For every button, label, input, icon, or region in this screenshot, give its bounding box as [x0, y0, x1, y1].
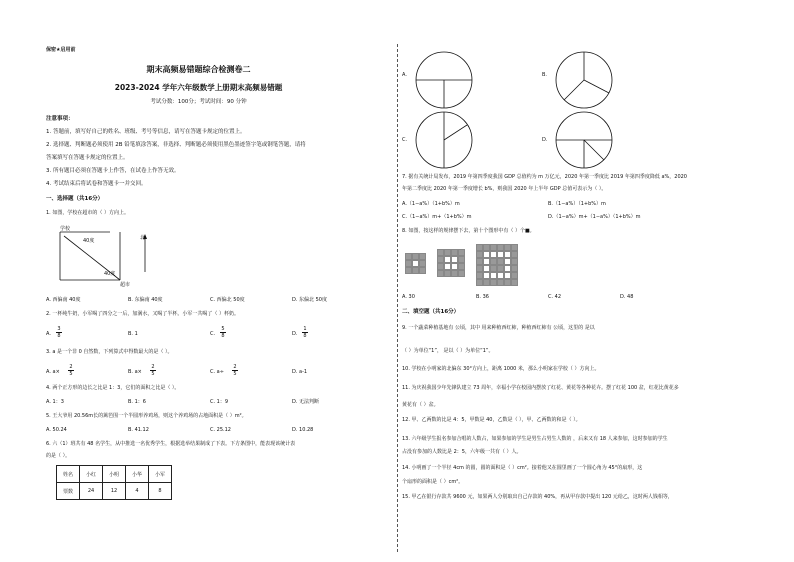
fraction: 3 8	[57, 326, 61, 339]
confidential-mark: 保密★启用前	[46, 47, 76, 53]
option: D. 无法判断	[292, 399, 320, 405]
option: A. a×	[46, 369, 60, 375]
table-cell: 小军	[149, 466, 172, 483]
question-9: 9. 一个蔬菜种植基地有 公顷，其中 用来种植西红柿，种植西红柿有 公顷，这里的 是以	[402, 325, 595, 331]
question-2: 2. 一杯纯牛奶，小军喝了四分之一后，加满水，又喝了半杯。小军一共喝了（ ）杯奶。	[46, 311, 239, 317]
table-cell: 4	[126, 483, 149, 500]
option: C.（1−a%）m+（1+b%）m	[402, 214, 472, 220]
question-14-cont: 个扇形的面积是（ ）cm²。	[402, 479, 464, 485]
question-3: 3. a 是一个非 0 自然数，下列算式中得数最大的是（ ）。	[46, 349, 173, 355]
note-item: 4. 考试结束后将试卷和答题卡一并交回。	[46, 181, 147, 187]
table-cell: 票数	[57, 483, 80, 500]
page-subtitle: 2023-2024 学年六年级数学上册期末高频易错题	[114, 83, 283, 92]
option: A. 30	[402, 294, 415, 300]
question-1: 1. 如图，学校在超市的（ ）方向上。	[46, 210, 129, 216]
option: D. 48	[620, 294, 634, 300]
question-15: 15. 甲乙在银行存款共 9600 元，如果两人分别取出自己存款的 40%，再从甲存款中提出 120 元给乙，这时两人钱相等，	[402, 494, 673, 500]
option: A.（1−a%）（1+b%）m	[402, 201, 460, 207]
note-item: 1. 答题前，填写好自己的姓名、班级、考号等信息，请写在答题卡规定的位置上。	[46, 129, 246, 135]
option: D. 10.28	[292, 427, 314, 433]
note-item: 2. 选择题、判断题必须使用 2B 铅笔填涂答案，非选择、判断题必须使用黑色墨迹签字笔或钢笔答题，请将	[46, 142, 306, 148]
option: B. 36	[476, 294, 489, 300]
table-cell: 姓名	[57, 466, 80, 483]
fraction: 2 5	[233, 364, 237, 377]
notes-heading: 注意事项：	[46, 116, 74, 122]
option: B. 41.12	[128, 427, 149, 433]
figure-label-north: 北	[140, 235, 146, 241]
option: A.	[46, 331, 51, 337]
option: C. a÷	[210, 369, 224, 375]
option: A. 西偏南 40度	[46, 297, 81, 303]
question-6-cont: 的是（ ）。	[46, 453, 71, 459]
option: C. 西偏北 50度	[210, 297, 245, 303]
option: D. 东偏北 50度	[292, 297, 327, 303]
note-item: 3. 所有题目必须在答题卡上作答，在试卷上作答无效。	[46, 168, 180, 174]
fraction: 2 5	[151, 364, 155, 377]
exam-info: 考试分数：100分；考试时间：90 分钟	[150, 99, 247, 105]
option: C.	[210, 331, 216, 337]
vote-table	[56, 465, 172, 500]
figure-label-angle: 40度	[104, 271, 116, 277]
table-cell: 12	[103, 483, 126, 500]
section-heading: 一、选择题（共16分）	[46, 196, 104, 202]
question-13-cont: 占没有参加的人数比是 2：5，六年级一共有（ ）人。	[402, 449, 522, 455]
option: C. 1：9	[210, 399, 229, 405]
pie-option-b	[554, 50, 614, 110]
option: D.（1−a%）m+（1−a%）（1+b%）m	[548, 214, 641, 220]
option: C. 25.12	[210, 427, 231, 433]
note-item: 答案填写在答题卡规定的位置上。	[46, 155, 129, 161]
pie-option-c	[414, 110, 474, 170]
option: C. 42	[548, 294, 562, 300]
option-label: A.	[402, 72, 407, 78]
direction-figure	[50, 224, 170, 290]
option: B.（1−a%）（1+b%）m	[548, 201, 606, 207]
option: B. 东偏南 40度	[128, 297, 163, 303]
figure-label-market: 超市	[120, 282, 131, 288]
pattern-figure-1	[405, 253, 426, 274]
question-12: 12. 甲、乙两数的比是 4：5，甲数是 40，乙数是（ ），甲、乙两数的和是（ ）。	[402, 417, 581, 423]
table-row	[57, 483, 172, 500]
fraction: 5 8	[221, 326, 225, 339]
option-label: B.	[542, 72, 548, 78]
table-cell: 24	[80, 483, 103, 500]
question-5: 5. 王大爷用 20.56m长的篱笆围一个半圆形养鸡场，则这个养鸡场的占地面积是（ ）m²。	[46, 413, 247, 419]
table-cell: 小华	[126, 466, 149, 483]
question-4: 4. 两个正方形的边长之比是 1：3，它们的面积之比是（ ）。	[46, 385, 180, 391]
option: B. 1：6	[128, 399, 146, 405]
option: B. a×	[128, 369, 142, 375]
figure-label-school: 学校	[60, 226, 71, 232]
table-header-row	[57, 466, 172, 483]
pie-option-a	[414, 50, 474, 110]
pie-option-d	[554, 110, 614, 170]
pattern-figure-3	[476, 244, 518, 286]
question-6: 6. 六（1）班共有 48 名学生，从中推选一名优秀学生，根据选举结果制成了下表。下方条图中，能表现该统计表	[46, 441, 296, 447]
question-10: 10. 学校在小明家的北偏东 30°方向上，距离 1000 米，那么小明家在学校（ ）方向上。	[402, 366, 600, 372]
question-9-cont: （ ）为单位“1”， 是以（ ）为单位“1”。	[402, 348, 494, 354]
table-cell: 小红	[80, 466, 103, 483]
table-cell: 小明	[103, 466, 126, 483]
question-7-cont: 年第二季度比 2020 年第一季度增长 b%，则我国 2020 年上半年 GDP 总值可表示为（ ）。	[402, 186, 607, 192]
question-14: 14. 小明画了一个半径 4cm 的圆，圆的面积是（ ）cm²。接着他又在圆里画了一个圆心角为 45°的扇形，这	[402, 465, 643, 471]
option: D.	[292, 331, 298, 337]
table-cell: 8	[149, 483, 172, 500]
question-11: 11. 为庆祝我国少年先锋队建立 73 周年，幸福小学在校园内摆放了红花、黄花等各种花卉。摆了红花 100 盆，红花比黄花多	[402, 385, 679, 391]
figure-label-angle: 40度	[83, 238, 95, 244]
question-8: 8. 如图，按这样的规律摆下去，第十个图形中有（ ）个■。	[402, 228, 535, 234]
question-7: 7. 据有关统计局发布，2019 年第四季度我国 GDP 总值约为 m 万亿元，2020 年第一季度比 2019 年第四季度降低 a%，2020	[402, 174, 687, 180]
page-title: 期末高频易错题综合检测卷二	[146, 65, 251, 74]
section-heading: 二、填空题（共16分）	[402, 309, 460, 315]
option: A. 50.24	[46, 427, 67, 433]
option-label: D.	[542, 137, 548, 143]
question-13: 13. 六年级学生报名参加合唱的人数占，如果参加的学生是男生占男生人数的 ，后来又有 18 人来参加，这时参加的学生	[402, 436, 668, 442]
option: D. a-1	[292, 369, 308, 375]
question-11-cont: 黄花有（ ）盆。	[402, 402, 439, 408]
column-divider	[397, 44, 398, 552]
option: B. 1	[128, 331, 138, 337]
pattern-figure-2	[437, 249, 465, 277]
option-label: C.	[402, 137, 408, 143]
fraction: 1 8	[303, 326, 307, 339]
fraction: 2 5	[69, 364, 73, 377]
option: A. 1：3	[46, 399, 64, 405]
